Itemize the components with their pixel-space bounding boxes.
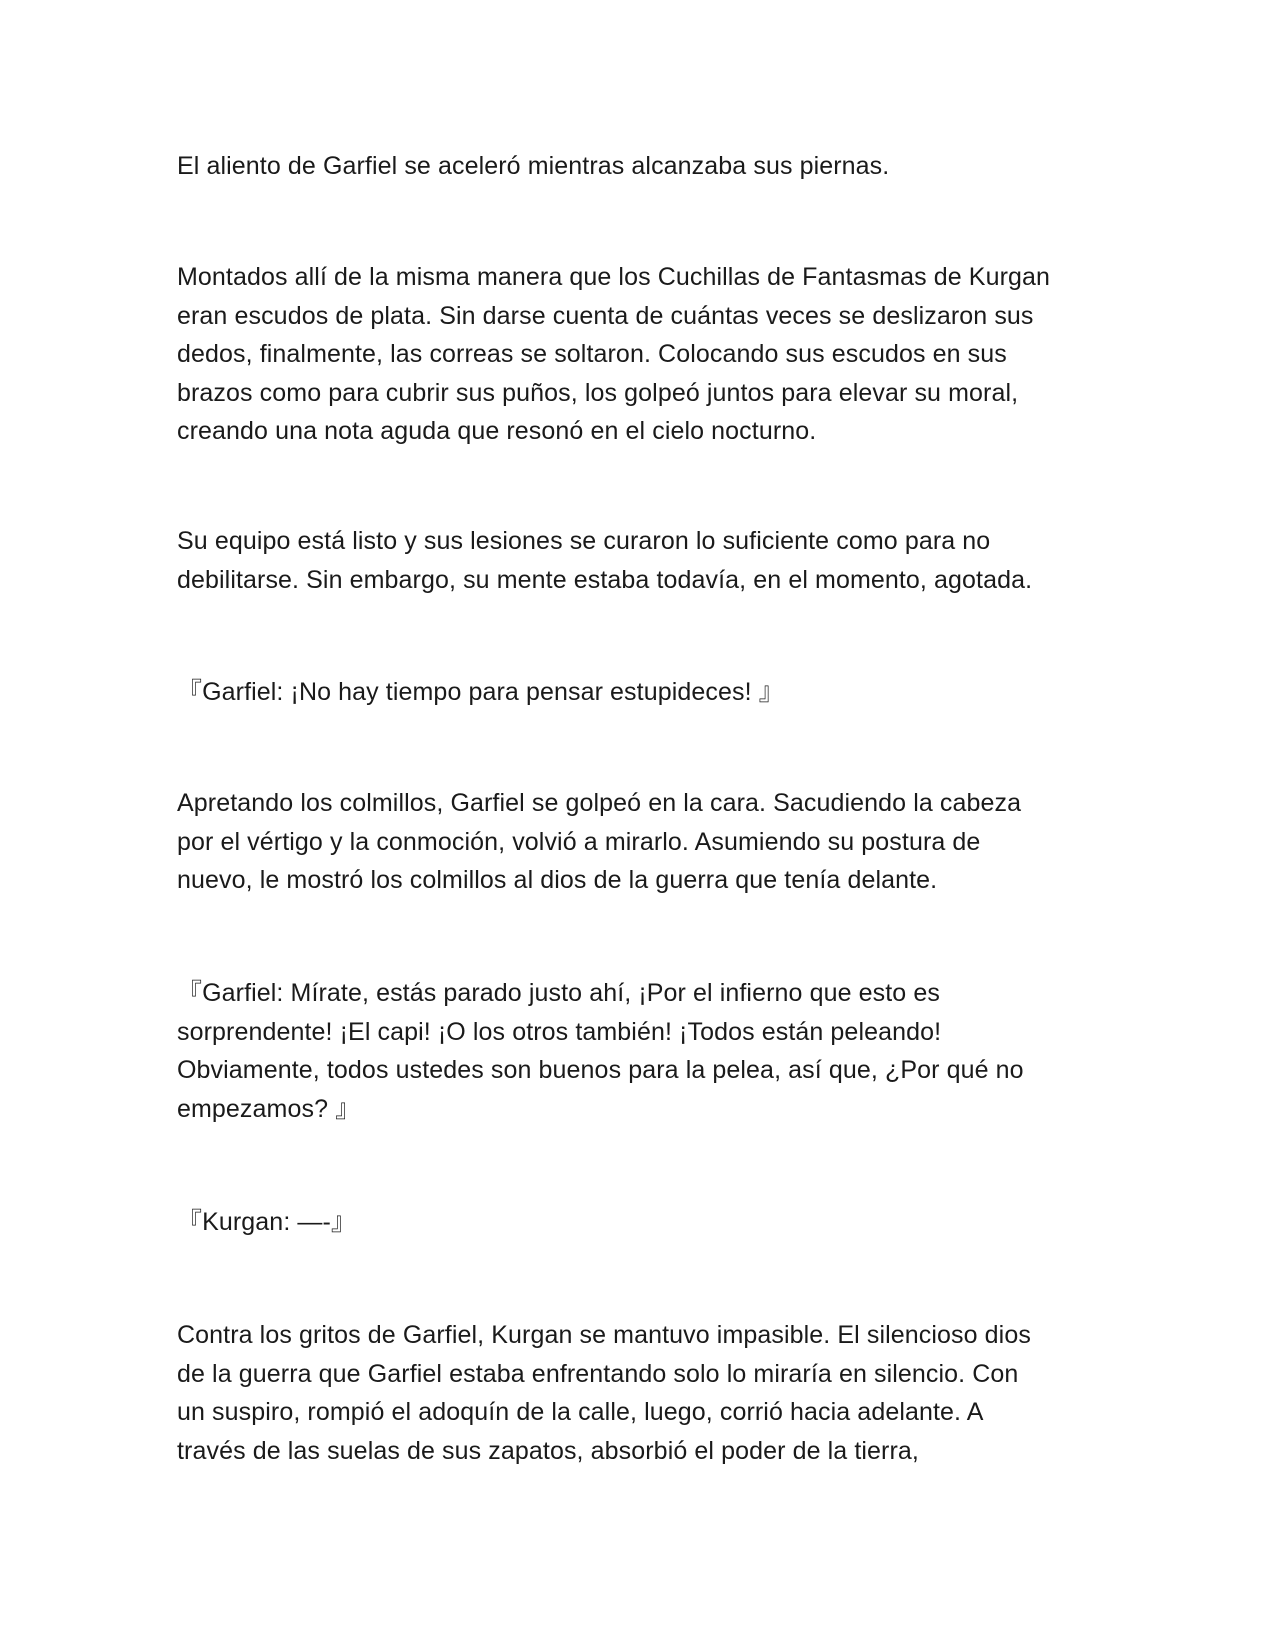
paragraph-narration: Su equipo está listo y sus lesiones se curaron lo suficiente como para no debilitarse. Sin embargo, su mente estaba todavía, en el momento, agotada. [177, 527, 1033, 594]
paragraph-narration: El aliento de Garfiel se aceleró mientras alcanzaba sus piernas. [177, 152, 890, 180]
dialogue-line: 『Garfiel: ¡No hay tiempo para pensar estupideces! 』 [177, 678, 784, 706]
paragraph-narration: Apretando los colmillos, Garfiel se golpeó en la cara. Sacudiendo la cabeza por el vértigo y la conmoción, volvió a mirarlo. Asumiendo su postura de nuevo, le mostró los colmillos al dios de la guerra que tenía delante. [177, 789, 1022, 894]
paragraph-narration: Contra los gritos de Garfiel, Kurgan se mantuvo impasible. El silencioso dios de la guerra que Garfiel estaba enfrentando solo lo miraría en silencio. Con un suspiro, rompió el adoquín de la calle, luego, corrió hacia adelante. A través de las suelas de sus zapatos, absorbió el poder de la tierra, [177, 1321, 1031, 1465]
dialogue-line: 『Garfiel: Mírate, estás parado justo ahí, ¡Por el infierno que esto es sorprendente! ¡El capi! ¡O los otros también! ¡Todos están peleando! Obviamente, todos ustedes son buenos para la pelea, así que, ¿Por qué no empezamos? 』 [177, 979, 1024, 1123]
dialogue-line: 『Kurgan: —-』 [177, 1208, 357, 1236]
paragraph-narration: Montados allí de la misma manera que los Cuchillas de Fantasmas de Kurgan eran escudos de plata. Sin darse cuenta de cuántas veces se deslizaron sus dedos, finalmente, las correas se soltaron. Colocando sus escudos en sus brazos como para cubrir sus puños, los golpeó juntos para elevar su moral, creando una nota aguda que resonó en el cielo nocturno. [177, 263, 1051, 445]
